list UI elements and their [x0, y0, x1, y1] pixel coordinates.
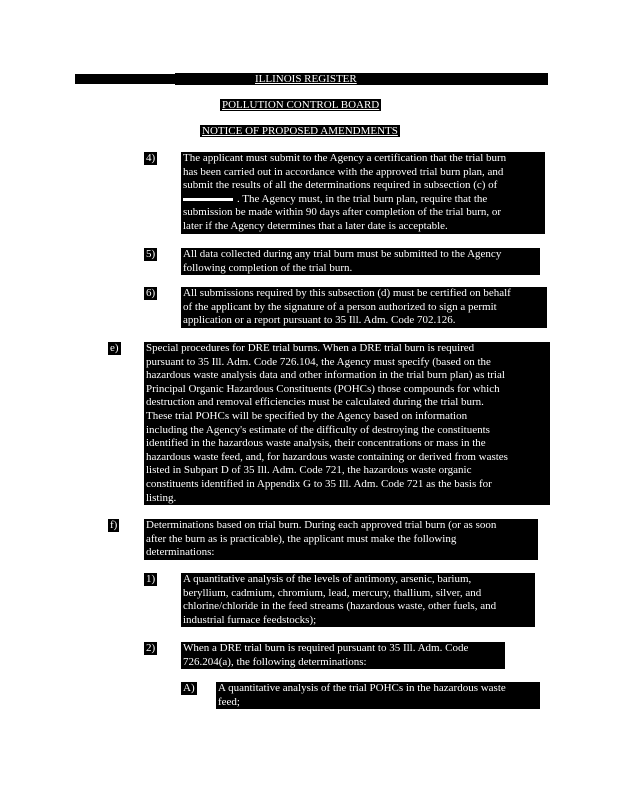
register-title: ILLINOIS REGISTER — [175, 73, 548, 85]
item-label-f1: 1) — [146, 573, 156, 585]
item-label-e: e) — [110, 342, 119, 354]
header-rule — [75, 74, 175, 83]
item-label-f: f) — [110, 519, 118, 531]
item-label-f2A: A) — [183, 682, 195, 694]
item-text-f1: A quantitative analysis of the levels of antimony, arsenic, barium, beryllium, cadmium, chromium, lead, mercury, thallium, silver, and chlorine/chloride in the feed streams (hazardous waste, other fuels, and industrial furnace feedstocks); — [181, 573, 535, 627]
item-text-d4 — [181, 152, 545, 234]
item-text-f: Determinations based on trial burn. During each approved trial burn (or as soon after the burn as is practicable), the applicant must make the following determinations: — [144, 519, 538, 560]
item-text-d4-part1: The applicant must submit to the Agency a certification that the trial burn has been carried out in accordance with the approved trial burn plan, and submit the results of all the determinations required in subsection (c) of — [183, 152, 507, 192]
notice-title: NOTICE OF PROPOSED AMENDMENTS — [202, 125, 398, 137]
item-text-d6: All submissions required by this subsection (d) must be certified on behalf of the applicant by the signature of a person authorized to sign a permit application or a report pursuant to 35 Ill. Adm. Code 702.126. — [181, 287, 547, 328]
redaction-mark — [183, 198, 233, 201]
item-text-f2: When a DRE trial burn is required pursuant to 35 Ill. Adm. Code 726.204(a), the following determinations: — [181, 642, 505, 669]
item-text-f2A: A quantitative analysis of the trial POHCs in the hazardous waste feed; — [216, 682, 540, 709]
item-label-d4: 4) — [146, 152, 156, 164]
item-text-d5: All data collected during any trial burn must be submitted to the Agency following completion of the trial burn. — [181, 248, 540, 275]
item-text-d4-part2: . The Agency must, in the trial burn plan, require that the submission be made within 90 days after completion of the trial burn, or later if the Agency determines that a later date is acceptable. — [183, 192, 502, 232]
item-label-d6: 6) — [146, 287, 156, 299]
item-label-f2: 2) — [146, 642, 156, 654]
board-title: POLLUTION CONTROL BOARD — [222, 99, 380, 111]
item-text-e: Special procedures for DRE trial burns. When a DRE trial burn is required pursuant to 35 Ill. Adm. Code 726.104, the Agency must specify (based on the hazardous waste analysis data and other information in the trial burn plan) as trial Principal Organic Hazardous Constituents (POHCs) those compounds for which destruction and removal efficiencies must be calculated during the trial burn. These trial POHCs will be specified by the Agency based on information including the Agency's estimate of the difficulty of destroying the constituents identified in the hazardous waste analysis, their concentrations or mass in the hazardous waste feed, and, for hazardous waste containing or derived from wastes listed in Subpart D of 35 Ill. Adm. Code 721, the hazardous waste organic constituents identified in Appendix G to 35 Ill. Adm. Code 721 as the basis for listing. — [144, 342, 550, 505]
item-label-d5: 5) — [146, 248, 156, 260]
